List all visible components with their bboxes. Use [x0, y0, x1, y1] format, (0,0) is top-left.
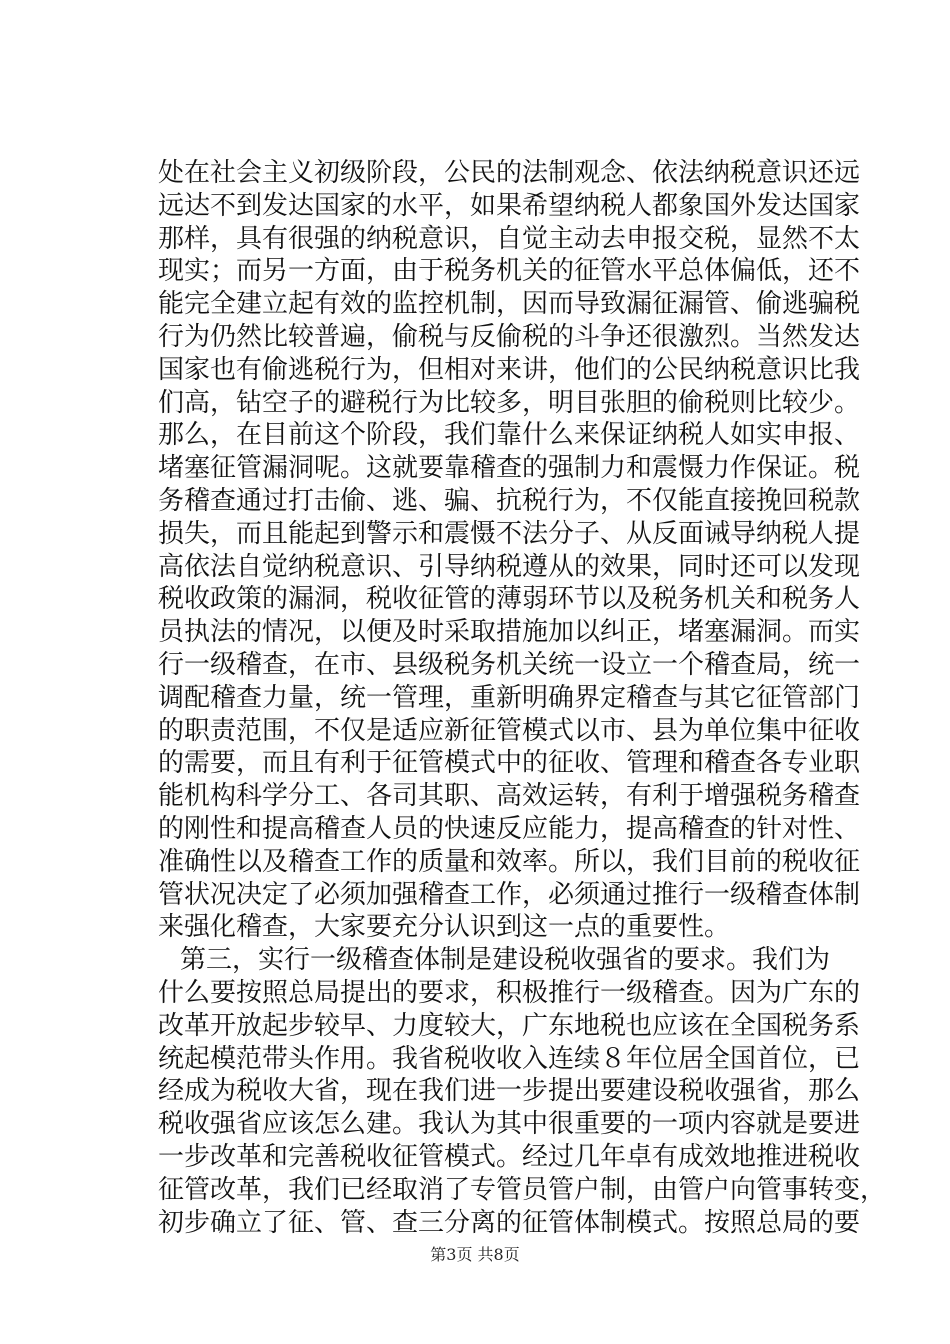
text-line: 处在社会主义初级阶段，公民的法制观念、依法纳税意识还远	[158, 158, 861, 188]
text-line: 务稽查通过打击偷、逃、骗、抗税行为，不仅能直接挽回税款	[158, 485, 861, 516]
text-line: 的职责范围，不仅是适应新征管模式以市、县为单位集中征收	[158, 715, 861, 746]
text-line: 一步改革和完善税收征管模式。经过几年卓有成效地推进税收	[158, 1141, 861, 1172]
text-line: 远达不到发达国家的水平，如果希望纳税人都象国外发达国家	[158, 190, 861, 221]
text-line: 国家也有偷逃税行为，但相对来讲，他们的公民纳税意识比我	[158, 354, 861, 385]
text-line: 能完全建立起有效的监控机制，因而导致漏征漏管、偷逃骗税	[158, 289, 861, 320]
text-line: 税收政策的漏洞，税收征管的薄弱环节以及税务机关和税务人	[158, 584, 861, 615]
text-line: 现实；而另一方面，由于税务机关的征管水平总体偏低，还不	[158, 256, 861, 287]
text-line: 管状况决定了必须加强稽查工作，必须通过推行一级稽查体制	[158, 879, 861, 910]
text-line: 初步确立了征、管、查三分离的征管体制模式。按照总局的要	[158, 1207, 861, 1238]
text-line: 改革开放起步较早、力度较大，广东地税也应该在全国税务系	[158, 1010, 861, 1041]
text-line: 准确性以及稽查工作的质量和效率。所以，我们目前的税收征	[158, 846, 861, 877]
text-line: 什么要按照总局提出的要求，积极推行一级稽查。因为广东的	[158, 977, 861, 1008]
text-line: 员执法的情况，以便及时采取措施加以纠正，堵塞漏洞。而实	[158, 617, 861, 648]
text-line: 统起模范带头作用。我省税收收入连续８年位居全国首位，已	[158, 1043, 861, 1074]
text-line: 调配稽查力量，统一管理，重新明确界定稽查与其它征管部门	[158, 682, 861, 713]
text-line: 的刚性和提高稽查人员的快速反应能力，提高稽查的针对性、	[158, 813, 861, 844]
text-line: 征管改革，我们已经取消了专管员管户制，由管户向管事转变，	[158, 1174, 887, 1205]
document-body	[158, 157, 887, 1239]
text-line: 堵塞征管漏洞呢。这就要靠稽查的强制力和震慑力作保证。税	[158, 453, 861, 484]
text-line: 行为仍然比较普遍，偷税与反偷税的斗争还很激烈。当然发达	[158, 321, 861, 352]
paragraph-end-line: 来强化稽查，大家要充分认识到这一点的重要性。	[158, 912, 731, 943]
text-line: 的需要，而且有利于征管模式中的征收、管理和稽查各专业职	[158, 748, 861, 779]
text-line: 损失，而且能起到警示和震慑不法分子、从反面诫导纳税人提	[158, 518, 861, 549]
text-line: 经成为税收大省，现在我们进一步提出要建设税收强省，那么	[158, 1076, 861, 1107]
page-number-footer: 第3页 共8页	[430, 1245, 520, 1264]
text-line: 那样，具有很强的纳税意识，自觉主动去申报交税，显然不太	[158, 223, 861, 254]
text-line: 高依法自觉纳税意识、引导纳税遵从的效果，同时还可以发现	[158, 551, 861, 582]
text-line: 税收强省应该怎么建。我认为其中很重要的一项内容就是要进	[158, 1109, 861, 1140]
text-line: 能机构科学分工、各司其职、高效运转，有利于增强税务稽查	[158, 781, 861, 812]
text-line: 那么，在目前这个阶段，我们靠什么来保证纳税人如实申报、	[158, 420, 861, 451]
text-line: 们高，钻空子的避税行为比较多，明目张胆的偷税则比较少。	[158, 387, 861, 418]
paragraph-start-line: 第三，实行一级稽查体制是建设税收强省的要求。我们为	[180, 945, 831, 976]
text-line: 行一级稽查，在市、县级税务机关统一设立一个稽查局，统一	[158, 649, 861, 680]
